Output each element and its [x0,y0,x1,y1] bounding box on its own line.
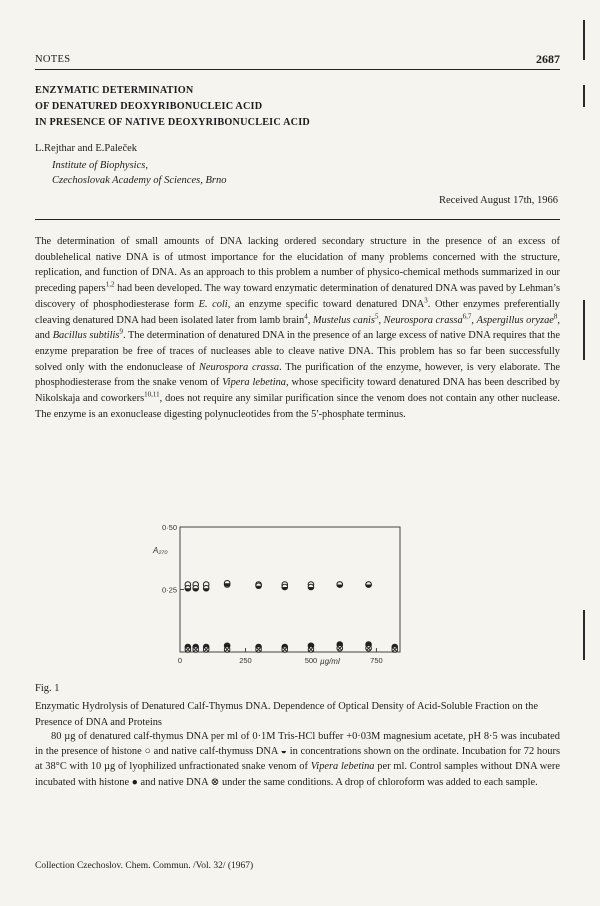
species-name: E. coli [198,298,228,310]
title-line: ENZYMATIC DETERMINATION [35,85,194,96]
reference-marker: 5 [374,312,379,321]
figure-caption-title: Enzymatic Hydrolysis of Denatured Calf-Thymus DNA. Dependence of Optical Density of Acid-Soluble Fraction on the Presence of DNA and Proteins [35,701,538,728]
title-line: OF DENATURED DEOXYRIBONUCLEIC ACID [35,101,263,112]
x-tick-label: 750 [370,656,383,665]
reference-marker: 10,11 [144,390,160,399]
institution-line: Institute of Biophysics, [52,160,148,171]
header-rule [35,69,560,70]
scan-edge-line [583,300,585,360]
figure-1-chart [150,515,410,675]
species-name: Vipera lebetina [222,377,286,389]
histone-symbol: ○ [144,746,151,758]
received-date: Received August 17th, 1966 [439,195,558,206]
species-name: Neurospora crassa [383,314,463,326]
y-tick-label: 0·50 [161,523,177,532]
x-axis-label: µg/ml [320,657,340,666]
plot-frame [180,527,400,652]
reference-marker: 3 [424,296,428,305]
x-tick-label: 250 [239,656,252,665]
scan-edge-line [583,20,585,60]
species-name: Vipera lebetina [310,761,375,773]
species-name: Mustelus canis [312,314,375,326]
scan-edge-line [583,85,585,107]
article-title [35,83,560,131]
reference-marker: 6,7 [462,312,472,321]
native-dna-control-symbol: ⊗ [210,776,220,788]
figure-label: Fig. 1 [35,683,60,694]
article-body: The determination of small amounts of DNA lacking ordered secondary structure in the presence of an excess of doublehelical native DNA is of utmost importance for the elucidation of many problems concerned with the structure, replication, and function of DNA. As an approach to this problem a number of physico-chemical methods summarized in our preceding papers$^{1,2}$ had been developed. The way toward enzymatic determination of denatured DNA was paved by Lehman’s discovery of phosphodiesterase form E. coli, an enzyme specific toward denatured DNA$^3$. Other enzymes preferentially cleaving denatured DNA had been isolated later from lamb brain$^4$, Mustelus canis$^5$, Neurospora crassa$^{6,7}$, Aspergillus oryzae$^8$, and Bacillus subtilis$^9$. The determination of denatured DNA in the presence of an large excess of native DNA requires that the enzyme preparation be free of traces of nucleases able to cleave native DNA. This problem has so far been successfully solved only with the endonuclease of Neurospora crassa. The purification of the enzyme, however, is very elaborate. The phosphodiesterase from the snake venom of Vipera lebetina, whose specificity toward denatured DNA has been described by Nikolskaja and coworkers$^{10,11}$, does not require any similar purification since the venom does not contain any other nuclease. The enzyme is an exonuclease digesting polynucleotides from the 5′-phosphate terminus. [35,236,561,420]
title-block-rule [35,219,560,220]
y-axis-label: A₂₇₀ [153,546,168,555]
native-dna-symbol: ◒ [280,746,288,758]
species-name: Neurospora crassa [198,361,280,373]
histone-control-symbol: ● [131,776,138,788]
institution-line: Czechoslovak Academy of Sciences, Brno [52,175,227,186]
x-tick-label: 0 [177,656,183,665]
journal-footer: Collection Czechoslov. Chem. Commun. /Vol. 32/ (1967) [35,861,254,871]
reference-marker: 9 [119,327,123,336]
species-name: Bacillus subtilis [52,330,120,342]
reference-marker: 1,2 [105,280,115,289]
scan-edge-line [583,610,585,660]
reference-marker: 4 [304,312,308,321]
authors: L.Rejthar and E.Paleček [35,143,138,154]
reference-marker: 8 [553,312,558,321]
page-number: 2687 [536,52,560,66]
x-tick-label: 500 [304,656,318,665]
running-header-section: NOTES [35,54,71,65]
species-name: Aspergillus oryzae [476,314,554,326]
y-tick-label: 0·25 [161,585,177,595]
title-line: IN PRESENCE OF NATIVE DEOXYRIBONUCLEIC ACID [35,117,310,128]
figure-caption-body: 80 µg of denatured calf-thymus DNA per ml of 0·1M Tris-HCl buffer +0·03M magnesium acetate, pH 8·5 was incubated in the presence of histone ○ and native calf-thymuss DNA ◒ in concentrations shown on the ordinate. Incubation for 72 hours at 38°C with 10 µg of lyophilized unfractionated snake venom of Vipera lebetina per ml. Control samples without DNA were incubated with histone ● and native DNA ⊗ under the same conditions. A drop of chloroform was added to each sample. [35,731,560,788]
